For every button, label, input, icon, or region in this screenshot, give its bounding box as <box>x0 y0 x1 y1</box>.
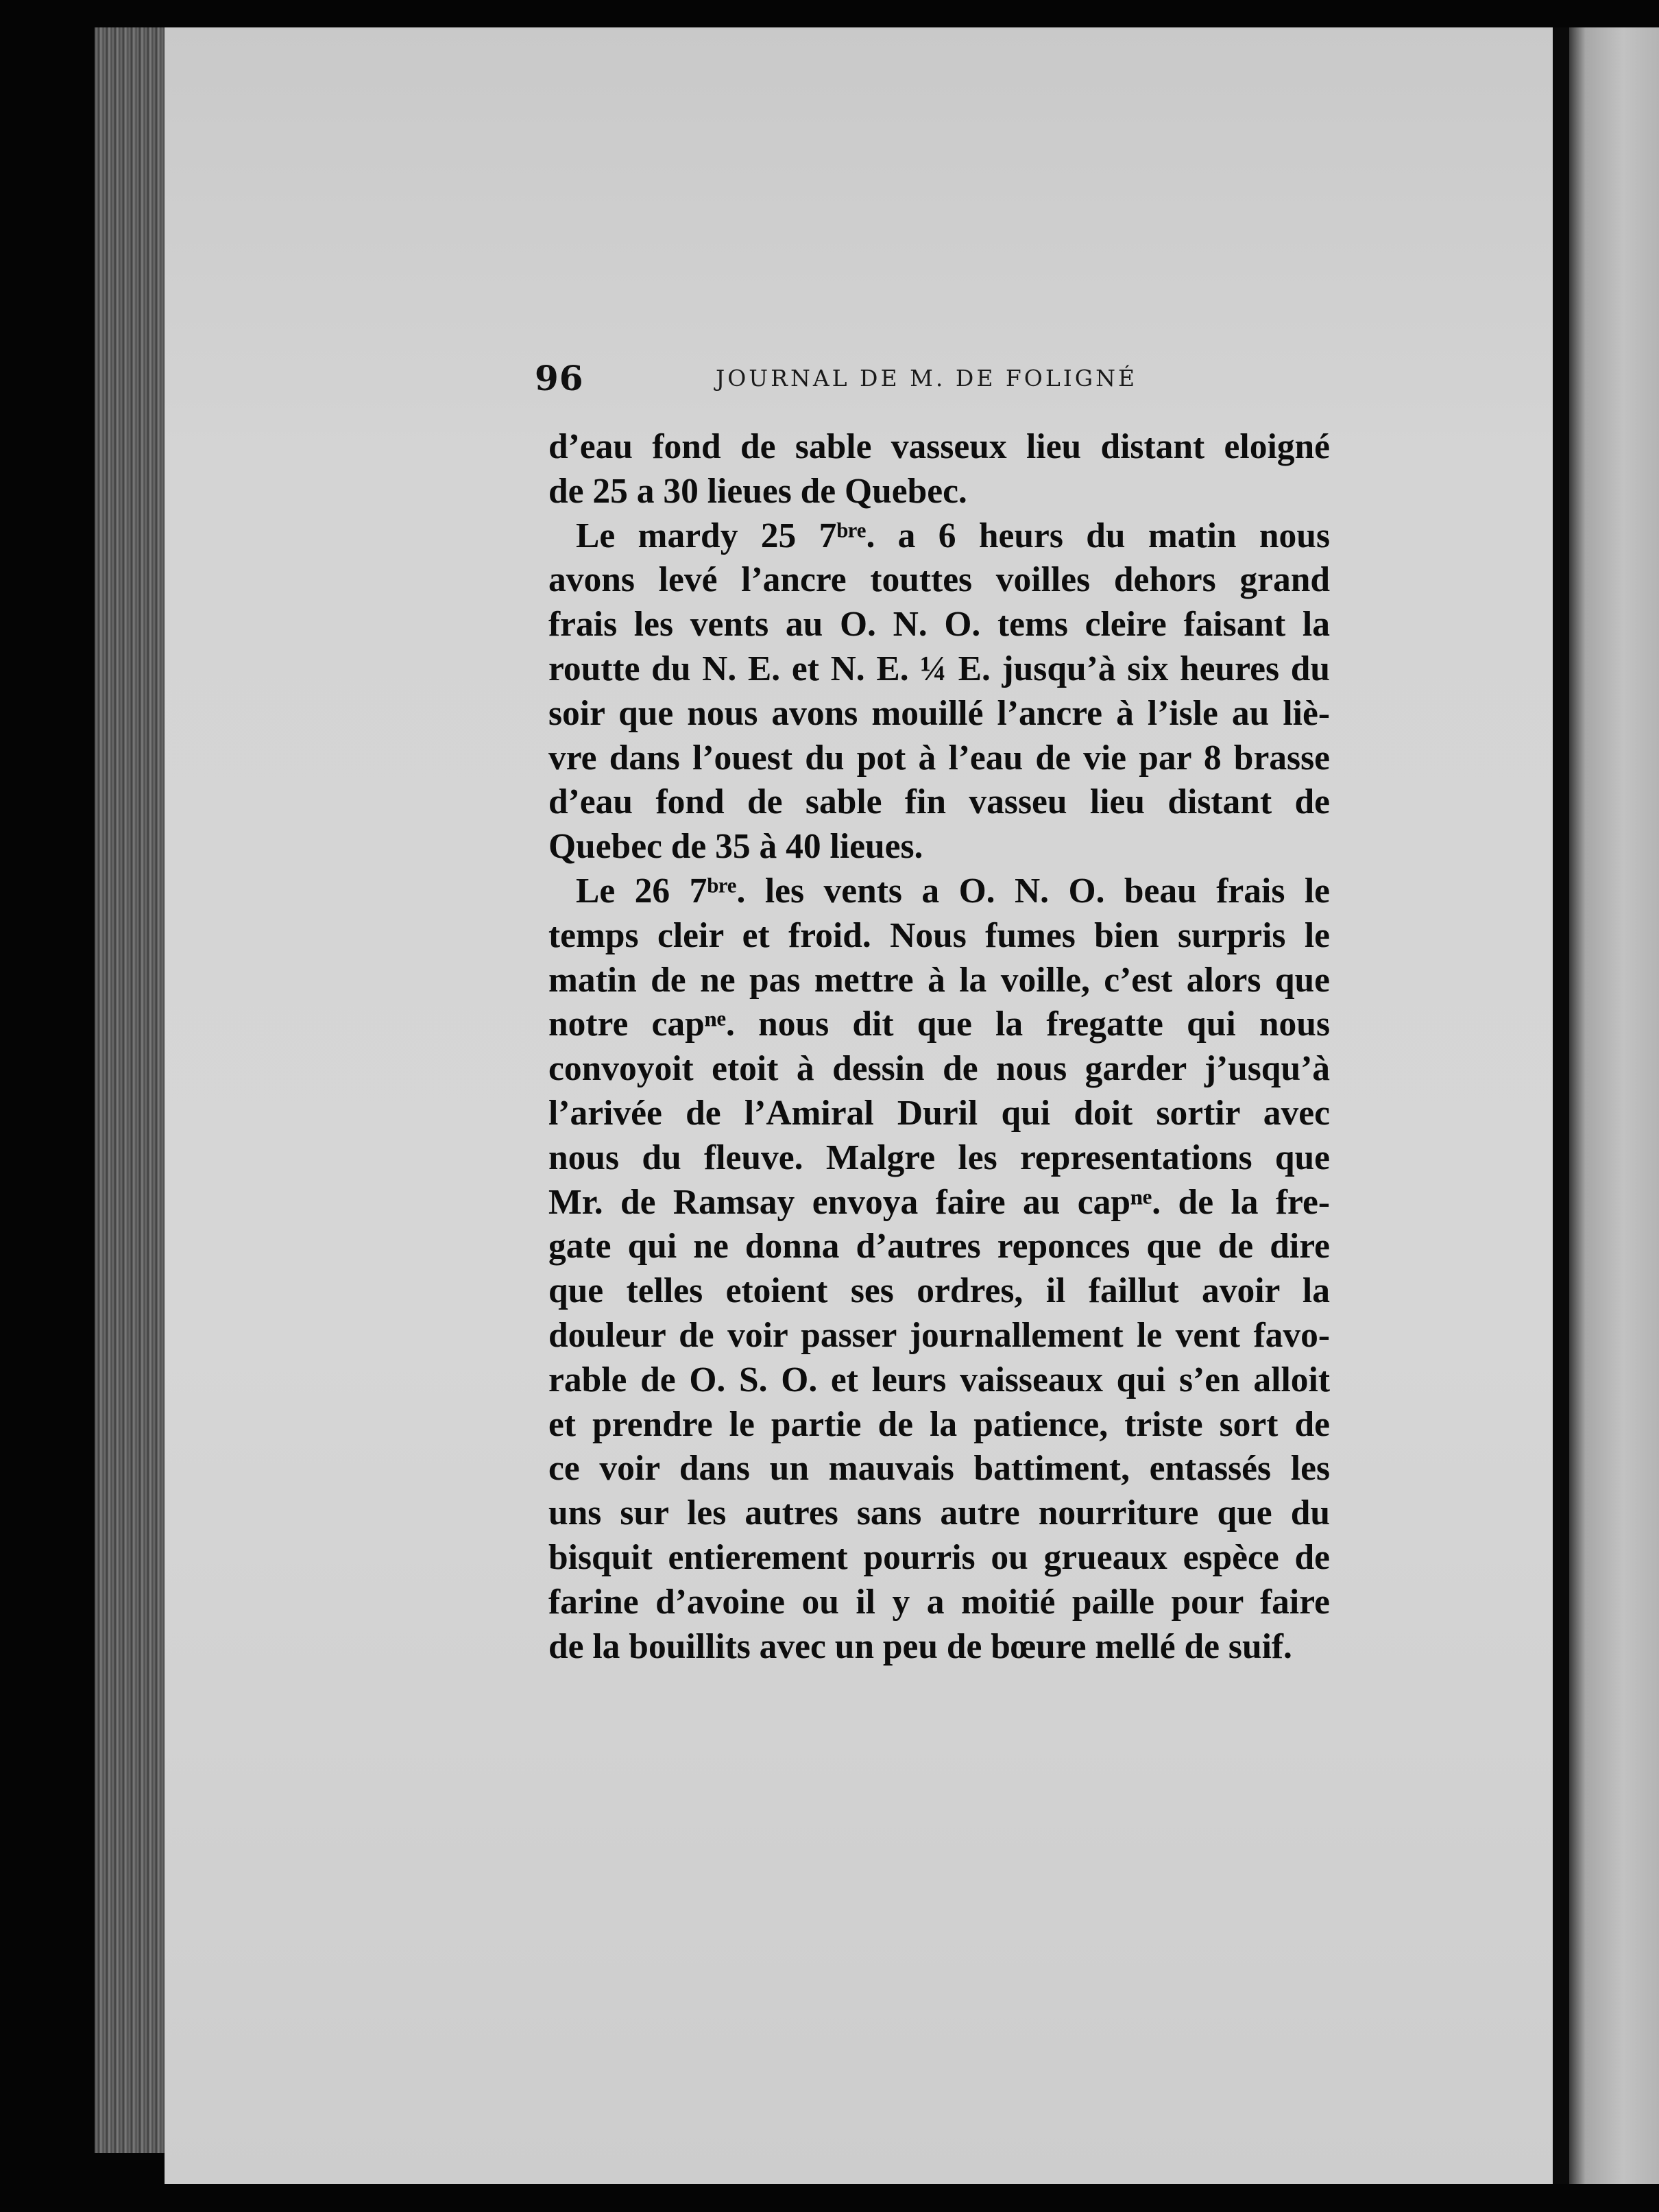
running-title: JOURNAL DE M. DE FOLIGNÉ <box>716 365 1138 392</box>
text-line: gate qui ne donna d’autres reponces que de dire <box>548 1227 1330 1266</box>
text-line: routte du N. E. et N. E. ¼ E. jusqu’à six heures du <box>548 649 1330 688</box>
text-line: bisquit entierement pourris ou grueaux espèce de <box>548 1537 1330 1577</box>
facing-page-edge <box>1569 27 1659 2184</box>
text-line: de 25 a 30 lieues de Quebec. <box>548 471 967 511</box>
text-line: soir que nous avons mouillé l’ancre à l’isle au liè- <box>548 693 1330 733</box>
text-line: farine d’avoine ou il y a moitié paille pour faire <box>548 1582 1330 1622</box>
text-line: uns sur les autres sans autre nourriture que du <box>548 1493 1330 1533</box>
text-line: douleur de voir passer journallement le vent favo- <box>548 1315 1330 1355</box>
text-line: de la bouillits avec un peu de bœure mellé de suif. <box>548 1626 1292 1666</box>
gutter-shadow <box>1553 27 1569 2184</box>
running-head <box>535 358 1344 406</box>
text-line: Quebec de 35 à 40 lieues. <box>548 827 923 867</box>
text-line: Mr. de Ramsay envoya faire au capⁿᵉ. de la fre- <box>548 1182 1330 1222</box>
text-line: vre dans l’ouest du pot à l’eau de vie par 8 brasse <box>548 738 1330 778</box>
text-line: ce voir dans un mauvais battiment, entassés les <box>548 1449 1330 1489</box>
page-number: 96 <box>535 358 584 398</box>
text-line: l’arivée de l’Amiral Duril qui doit sortir avec <box>548 1093 1330 1133</box>
text-line: d’eau fond de sable fin vasseu lieu distant de <box>548 782 1330 822</box>
text-line: que telles etoient ses ordres, il faillut avoir la <box>548 1271 1330 1311</box>
text-line: Le 26 7ᵇʳᵉ. les vents a O. N. O. beau frais le <box>576 871 1330 911</box>
text-line: notre capⁿᵉ. nous dit que la fregatte qui nous <box>548 1005 1330 1044</box>
text-line: temps cleir et froid. Nous fumes bien surpris le <box>548 915 1330 955</box>
text-line: frais les vents au O. N. O. tems cleire faisant la <box>548 605 1330 645</box>
text-line: avons levé l’ancre touttes voilles dehors grand <box>548 560 1330 600</box>
text-line: Le mardy 25 7ᵇʳᵉ. a 6 heurs du matin nous <box>576 516 1330 555</box>
text-line: d’eau fond de sable vasseux lieu distant eloigné <box>548 427 1330 466</box>
text-line: convoyoit etoit à dessin de nous garder j’usqu’à <box>548 1049 1330 1089</box>
body-text <box>548 425 1330 1669</box>
text-line: rable de O. S. O. et leurs vaisseaux qui s’en alloit <box>548 1360 1330 1399</box>
text-line: nous du fleuve. Malgre les representations que <box>548 1138 1330 1177</box>
text-line: et prendre le partie de la patience, triste sort de <box>548 1404 1330 1444</box>
text-line: matin de ne pas mettre à la voille, c’est alors que <box>548 960 1330 1000</box>
